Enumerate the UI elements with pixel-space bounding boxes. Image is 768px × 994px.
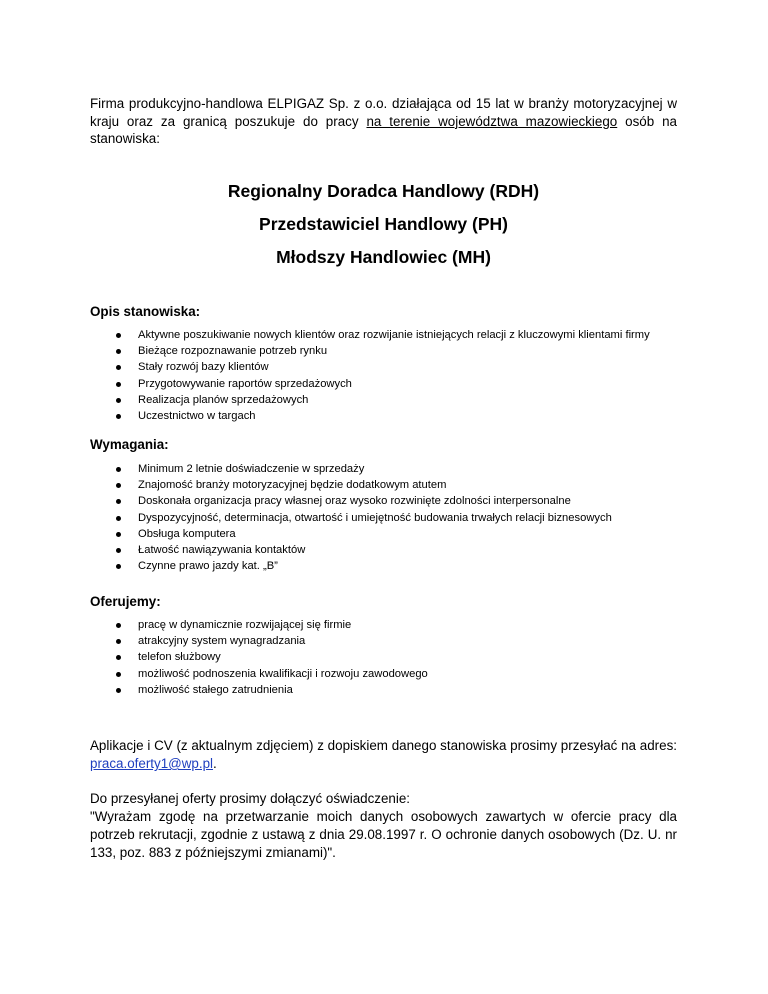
title-mh: Młodszy Handlowiec (MH) (276, 247, 491, 267)
application-text-end: . (213, 756, 217, 771)
intro-text-end: osób na stanowiska: (90, 113, 677, 146)
intro-region-underlined: na terenie województwa mazowieckiego (366, 113, 618, 129)
list-item: Doskonała organizacja pracy własnej oraz wysoko rozwinięte zdolności interpersonalne (110, 493, 612, 509)
list-item: możliwość stałego zatrudnienia (110, 682, 428, 698)
consent-intro: Do przesyłanej oferty prosimy dołączyć oświadczenie: (90, 791, 411, 806)
section-title-oferujemy: Oferujemy: (90, 594, 161, 609)
list-item: Aktywne poszukiwanie nowych klientów oraz rozwijanie istniejących relacji z kluczowymi klientami firmy (110, 327, 650, 343)
list-item: Uczestnictwo w targach (110, 408, 650, 424)
list-item: Przygotowywanie raportów sprzedażowych (110, 376, 650, 392)
list-item: Znajomość branży motoryzacyjnej będzie dodatkowym atutem (110, 477, 612, 493)
list-item: Dyspozycyjność, determinacja, otwartość i umiejętność budowania trwałych relacji biznesowych (110, 510, 612, 526)
title-ph: Przedstawiciel Handlowy (PH) (259, 214, 508, 234)
email-link[interactable]: praca.oferty1@wp.pl (90, 756, 214, 771)
list-item: telefon służbowy (110, 649, 428, 665)
list-item: Minimum 2 letnie doświadczenie w sprzedaży (110, 461, 612, 477)
list-item: Bieżące rozpoznawanie potrzeb rynku (110, 343, 650, 359)
consent-statement: "Wyrażam zgodę na przetwarzanie moich danych osobowych zawartych w ofercie pracy dla potrzeb rekrutacji, zgodnie z ustawą z dnia 29.08.1997 r. O ochronie danych osobowych (Dz. U. nr 133, poz. 883 z późniejszymi zmianami)". (90, 809, 677, 860)
list-item: Stały rozwój bazy klientów (110, 359, 650, 375)
list-item: Czynne prawo jazdy kat. „B” (110, 558, 612, 574)
section-title-wymagania: Wymagania: (90, 437, 169, 452)
intro-text: Firma produkcyjno-handlowa ELPIGAZ Sp. z o.o. działająca od 15 lat w branży motoryzacyjnej w kraju oraz za granicą poszukuje do pracy (90, 96, 677, 129)
application-paragraph (90, 737, 677, 773)
intro-paragraph (90, 95, 677, 148)
list-item: możliwość podnoszenia kwalifikacji i rozwoju zawodowego (110, 666, 428, 682)
list-item: Łatwość nawiązywania kontaktów (110, 542, 612, 558)
list-item: atrakcyjny system wynagradzania (110, 633, 428, 649)
list-item: Realizacja planów sprzedażowych (110, 392, 650, 408)
title-rdh: Regionalny Doradca Handlowy (RDH) (227, 181, 540, 201)
list-wymagania (110, 461, 612, 574)
application-text: Aplikacje i CV (z aktualnym zdjęciem) z dopiskiem danego stanowiska prosimy przesyłać na adres: (90, 738, 677, 753)
list-oferujemy (110, 617, 428, 698)
position-titles (90, 175, 677, 274)
list-item: Obsługa komputera (110, 526, 612, 542)
section-title-opis: Opis stanowiska: (90, 304, 201, 319)
list-opis (110, 327, 650, 424)
list-item: pracę w dynamicznie rozwijającej się firmie (110, 617, 428, 633)
